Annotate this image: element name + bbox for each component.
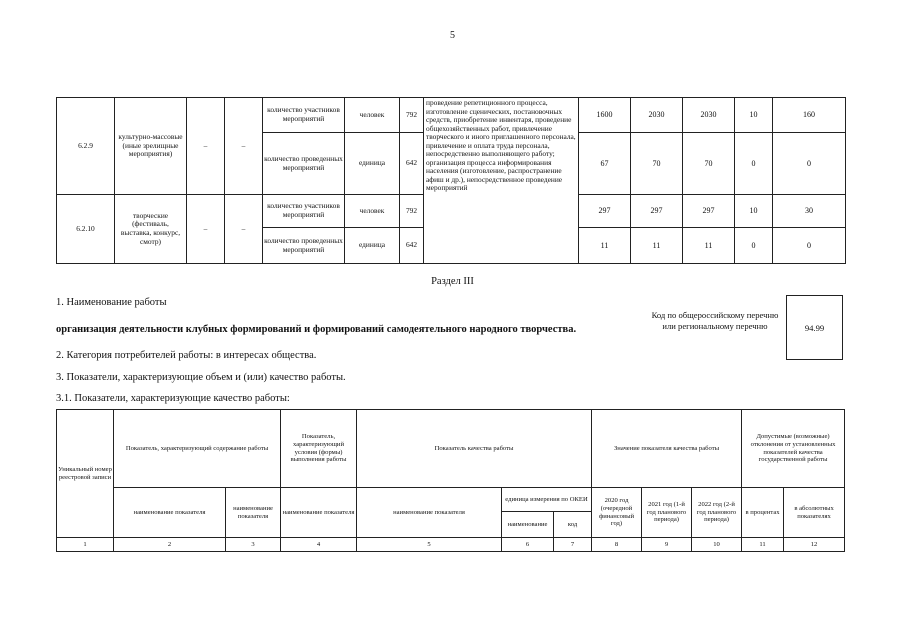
work-name-label: 1. Наименование работы [56,297,167,308]
column-number: 7 [554,538,592,552]
dash-cell: – [187,98,225,195]
header-percent: в процентах [742,488,784,538]
column-number: 1 [57,538,114,552]
dash-cell: – [225,98,263,195]
deviation-percent: 0 [735,133,773,195]
header-okei-code: код [554,512,592,538]
code-value: 94.99 [786,295,843,360]
header-okei-unit: единица измерения по ОКЕИ [502,488,592,512]
page-number: 5 [450,30,455,41]
row-code: 6.2.10 [57,195,115,264]
column-number: 5 [357,538,502,552]
column-number: 6 [502,538,554,552]
header-okei-name: наименование [502,512,554,538]
column-number: 11 [742,538,784,552]
deviation-absolute: 0 [773,228,846,264]
header-content: Показатель, характеризующий содержание работы [114,410,281,488]
dash-cell: – [225,195,263,264]
header-condition: Показатель, характеризующий условия (формы) выполнения работы [281,410,357,488]
value-2020: 67 [579,133,631,195]
content-description: проведение репетиционного процесса, изготовление сценических, постановочных средств, приобретение инвентаря, проведение общехозяйственных работ, привлечение творческого и иного приглашенного персонала, привлечение и оплата труда персонала, непосредственно выполняющего работу; организация процесса информирования населения (изготовление, распространение афиш и др.), непосредственное проведение мероприятий [424,98,579,264]
consumer-category: 2. Категория потребителей работы: в интересах общества. [56,350,317,361]
activity-indicators-table [56,97,846,264]
deviation-percent: 10 [735,98,773,133]
unit-name: единица [345,133,400,195]
header-quality: Показатель качества работы [357,410,592,488]
table-row [57,98,846,133]
header-values: Значение показателя качества работы [592,410,742,488]
indicator-name: количество участников мероприятий [263,98,345,133]
header-indicator-name: наименование показателя [114,488,226,538]
header-deviation: Допустимые (возможные) отклонения от установленных показателей качества государственной работы [742,410,845,488]
deviation-absolute: 160 [773,98,846,133]
indicator-name: количество проведенных мероприятий [263,133,345,195]
value-2022: 11 [683,228,735,264]
okei-code: 792 [400,195,424,228]
column-number: 10 [692,538,742,552]
activity-name: культурно-массовые (иные зрелищные мероприятия) [115,98,187,195]
indicator-name: количество проведенных мероприятий [263,228,345,264]
section-title: Раздел III [431,276,474,287]
column-number: 12 [784,538,845,552]
quality-heading: 3.1. Показатели, характеризующие качество работы: [56,393,290,404]
quality-indicators-table [56,409,845,552]
header-2020: 2020 год (очередной финансовый год) [592,488,642,538]
header-indicator-name: наименование показателя [226,488,281,538]
value-2021: 11 [631,228,683,264]
value-2021: 70 [631,133,683,195]
value-2020: 297 [579,195,631,228]
column-number: 4 [281,538,357,552]
column-number: 2 [114,538,226,552]
value-2022: 297 [683,195,735,228]
value-2022: 2030 [683,98,735,133]
header-quality-name: наименование показателя [357,488,502,538]
work-name: организация деятельности клубных формирований и формирований самодеятельного народного творчества. [56,324,577,335]
value-2021: 297 [631,195,683,228]
indicators-heading: 3. Показатели, характеризующие объем и (или) качество работы. [56,372,346,383]
activity-name: творческие (фестиваль, выставка, конкурс, смотр) [115,195,187,264]
header-absolute: в абсолютных показателях [784,488,845,538]
header-2021: 2021 год (1-й год планового периода) [642,488,692,538]
header-registry: Уникальный номер реестровой записи [57,410,114,538]
column-number: 9 [642,538,692,552]
deviation-percent: 10 [735,195,773,228]
unit-name: человек [345,195,400,228]
column-numbers-row [57,538,845,552]
value-2021: 2030 [631,98,683,133]
row-code: 6.2.9 [57,98,115,195]
code-label: Код по общероссийскому перечню или региональному перечню [651,310,779,332]
value-2020: 11 [579,228,631,264]
deviation-percent: 0 [735,228,773,264]
dash-cell: – [187,195,225,264]
okei-code: 642 [400,228,424,264]
header-2022: 2022 год (2-й год планового периода) [692,488,742,538]
column-number: 8 [592,538,642,552]
column-number: 3 [226,538,281,552]
unit-name: человек [345,98,400,133]
indicator-name: количество участников мероприятий [263,195,345,228]
deviation-absolute: 0 [773,133,846,195]
okei-code: 642 [400,133,424,195]
deviation-absolute: 30 [773,195,846,228]
table-row [57,488,845,512]
okei-code: 792 [400,98,424,133]
header-condition-name: наименование показателя [281,488,357,538]
value-2022: 70 [683,133,735,195]
table-row [57,410,845,488]
value-2020: 1600 [579,98,631,133]
unit-name: единица [345,228,400,264]
